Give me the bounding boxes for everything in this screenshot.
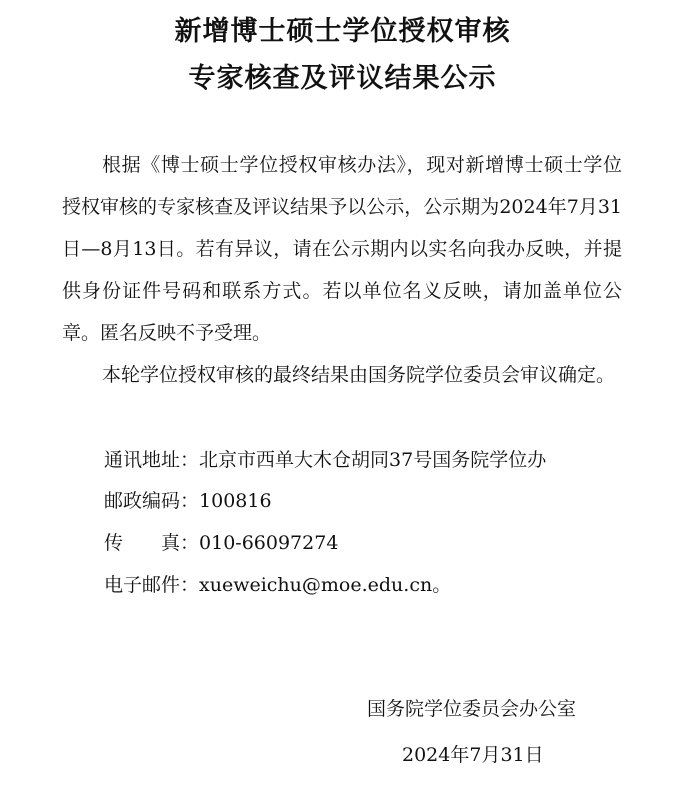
page-subtitle: 专家核查及评议结果公示 <box>188 63 497 94</box>
notice-paragraph: 根据《博士硕士学位授权审核办法》，现对新增博士硕士学位授权审核的专家核查及评议结果予以公示，公示期为2024年7月31日—8月13日。若有异议，请在公示期内以实名向我办反映，并提供身份证件号码和联系方式。若以单位名义反映，请加盖单位公章。匿名反映不予受理。 <box>62 154 622 344</box>
contact-postcode-label: 邮政编码： <box>104 490 200 512</box>
contact-address <box>104 445 546 472</box>
contact-email-label: 电子邮件： <box>104 574 200 596</box>
contact-fax-label: 传 真： <box>104 532 200 554</box>
contact-postcode <box>104 486 272 513</box>
final-result-paragraph: 本轮学位授权审核的最终结果由国务院学位委员会审议确定。 <box>102 364 616 386</box>
contact-postcode-value: 100816 <box>199 490 272 512</box>
contact-email <box>104 570 451 597</box>
contact-fax <box>104 528 338 555</box>
contact-address-label: 通讯地址： <box>104 449 200 471</box>
signature-date: 2024年7月31日 <box>402 744 544 766</box>
contact-fax-value: 010-66097274 <box>199 532 339 554</box>
contact-address-value: 北京市西单大木仓胡同37号国务院学位办 <box>199 449 547 471</box>
page-title: 新增博士硕士学位授权审核 <box>174 16 511 47</box>
signature-organization: 国务院学位委员会办公室 <box>367 698 577 720</box>
contact-email-value: xueweichu@moe.edu.cn。 <box>199 574 452 596</box>
